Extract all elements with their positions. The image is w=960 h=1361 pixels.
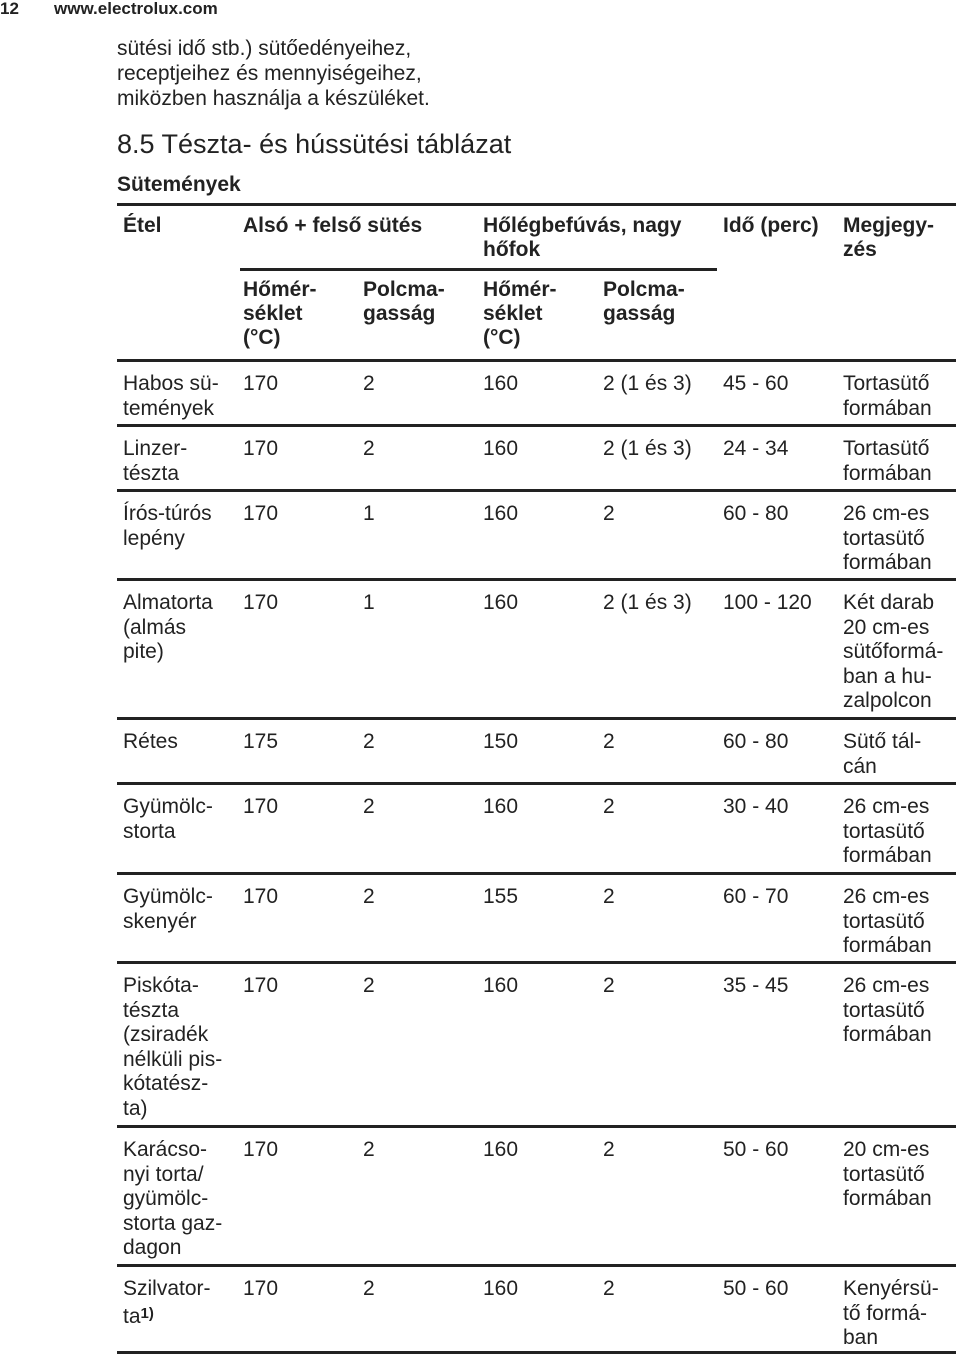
cell-temp1: 170 xyxy=(243,502,279,525)
cell-temp1: 170 xyxy=(243,437,279,460)
cell-shelf1: 1 xyxy=(363,591,375,614)
cell-shelf1: 2 xyxy=(363,372,375,395)
cell-time: 60 - 70 xyxy=(723,885,789,908)
intro-line: sütési idő stb.) sütőedényeihez, xyxy=(117,37,412,60)
table-rule xyxy=(117,717,956,720)
intro-paragraph xyxy=(117,36,477,111)
cell-food: Szilvator- ta$^{1)}$ xyxy=(123,1277,211,1328)
table-rule xyxy=(117,489,956,492)
cell-food: Rétes xyxy=(123,730,178,753)
cell-temp1: 170 xyxy=(243,795,279,818)
cell-temp2: 160 xyxy=(483,372,519,395)
table-rule xyxy=(117,782,956,785)
cell-food: Írós-túrós lepény xyxy=(123,502,212,550)
table-rule xyxy=(117,1351,956,1354)
cell-temp1: 170 xyxy=(243,1277,279,1300)
website-url: www.electrolux.com xyxy=(54,0,218,18)
cell-temp2: 160 xyxy=(483,795,519,818)
cell-shelf1: 2 xyxy=(363,974,375,997)
cell-notes: 26 cm-es tortasütő formában xyxy=(843,795,932,868)
cell-shelf2: 2 xyxy=(603,502,615,525)
table-rule xyxy=(117,961,956,964)
table-rule xyxy=(117,359,956,362)
cell-temp1: 170 xyxy=(243,885,279,908)
table-rule xyxy=(117,1264,956,1267)
cell-temp2: 155 xyxy=(483,885,519,908)
cell-notes: 20 cm-es tortasütő formában xyxy=(843,1138,932,1211)
cell-shelf2: 2 (1 és 3) xyxy=(603,437,692,460)
table-rule xyxy=(117,1125,956,1128)
header-shelf-1: Polcma- gasság xyxy=(363,278,445,325)
cell-time: 30 - 40 xyxy=(723,795,789,818)
cell-temp2: 160 xyxy=(483,437,519,460)
cell-temp2: 160 xyxy=(483,502,519,525)
cell-temp1: 170 xyxy=(243,1138,279,1161)
cell-time: 50 - 60 xyxy=(723,1138,789,1161)
intro-line: receptjeihez és mennyiségeihez, xyxy=(117,62,422,85)
cell-notes: Kenyérsü- tő formá- ban xyxy=(843,1277,939,1350)
cell-notes: 26 cm-es tortasütő formában xyxy=(843,885,932,958)
cell-temp2: 160 xyxy=(483,591,519,614)
cell-shelf2: 2 xyxy=(603,1277,615,1300)
cell-time: 100 - 120 xyxy=(723,591,812,614)
cell-temp1: 170 xyxy=(243,372,279,395)
cell-food: Karácso- nyi torta/ gyümölc- storta gaz- dagon xyxy=(123,1138,223,1260)
cell-temp1: 170 xyxy=(243,974,279,997)
cell-shelf1: 2 xyxy=(363,795,375,818)
header-shelf-2: Polcma- gasság xyxy=(603,278,685,325)
cell-food: Gyümölc- skenyér xyxy=(123,885,213,933)
cell-notes: Tortasütő formában xyxy=(843,437,932,485)
cell-temp2: 150 xyxy=(483,730,519,753)
cell-time: 60 - 80 xyxy=(723,730,789,753)
cell-food: Gyümölc- storta xyxy=(123,795,213,843)
cell-food: Habos sü- temények xyxy=(123,372,219,420)
cell-time: 35 - 45 xyxy=(723,974,789,997)
cell-food: Linzer- tészta xyxy=(123,437,188,485)
cell-time: 50 - 60 xyxy=(723,1277,789,1300)
section-title: 8.5 Tészta- és hússütési táblázat xyxy=(117,129,512,159)
table-rule xyxy=(240,268,717,271)
header-time: Idő (perc) xyxy=(723,214,819,237)
cell-time: 24 - 34 xyxy=(723,437,789,460)
cell-shelf2: 2 xyxy=(603,885,615,908)
cell-temp2: 160 xyxy=(483,1138,519,1161)
cell-notes: 26 cm-es tortasütő formában xyxy=(843,974,932,1047)
header-fan: Hőlégbefúvás, nagy hőfok xyxy=(483,214,682,261)
cell-temp2: 160 xyxy=(483,1277,519,1300)
cell-notes: Két darab 20 cm-es sütőformá- ban a hu- zalpolcon xyxy=(843,591,944,713)
cell-notes: Tortasütő formában xyxy=(843,372,932,420)
cell-shelf2: 2 (1 és 3) xyxy=(603,372,692,395)
cell-food: Almatorta (almás pite) xyxy=(123,591,213,664)
cell-shelf1: 2 xyxy=(363,1138,375,1161)
cell-notes: Sütő tál- cán xyxy=(843,730,922,778)
table-rule xyxy=(117,578,956,581)
header-conventional: Alsó + felső sütés xyxy=(243,214,423,237)
cell-shelf1: 2 xyxy=(363,1277,375,1300)
header-notes: Megjegy- zés xyxy=(843,214,935,261)
subheading: Sütemények xyxy=(117,173,241,196)
cell-shelf1: 1 xyxy=(363,502,375,525)
cell-shelf1: 2 xyxy=(363,730,375,753)
cell-shelf2: 2 xyxy=(603,974,615,997)
header-temp-2: Hőmér- séklet (°C) xyxy=(483,278,557,349)
cell-shelf1: 2 xyxy=(363,885,375,908)
cell-temp1: 170 xyxy=(243,591,279,614)
table-rule xyxy=(117,203,956,206)
page-number: 12 xyxy=(0,0,19,18)
cell-shelf2: 2 (1 és 3) xyxy=(603,591,692,614)
cell-notes: 26 cm-es tortasütő formában xyxy=(843,502,932,575)
header-food: Étel xyxy=(123,214,162,237)
cell-food: Piskóta- tészta (zsiradék nélküli pis- kótatész- ta) xyxy=(123,974,223,1120)
table-rule xyxy=(117,424,956,427)
table-rule xyxy=(117,872,956,875)
intro-line: miközben használja a készüléket. xyxy=(117,87,430,110)
cell-shelf2: 2 xyxy=(603,1138,615,1161)
cell-time: 60 - 80 xyxy=(723,502,789,525)
cell-shelf2: 2 xyxy=(603,795,615,818)
cell-shelf2: 2 xyxy=(603,730,615,753)
footnote-marker: 1) xyxy=(140,1304,154,1322)
cell-shelf1: 2 xyxy=(363,437,375,460)
cell-temp2: 160 xyxy=(483,974,519,997)
header-temp-1: Hőmér- séklet (°C) xyxy=(243,278,317,349)
cell-temp1: 175 xyxy=(243,730,279,753)
cell-time: 45 - 60 xyxy=(723,372,789,395)
